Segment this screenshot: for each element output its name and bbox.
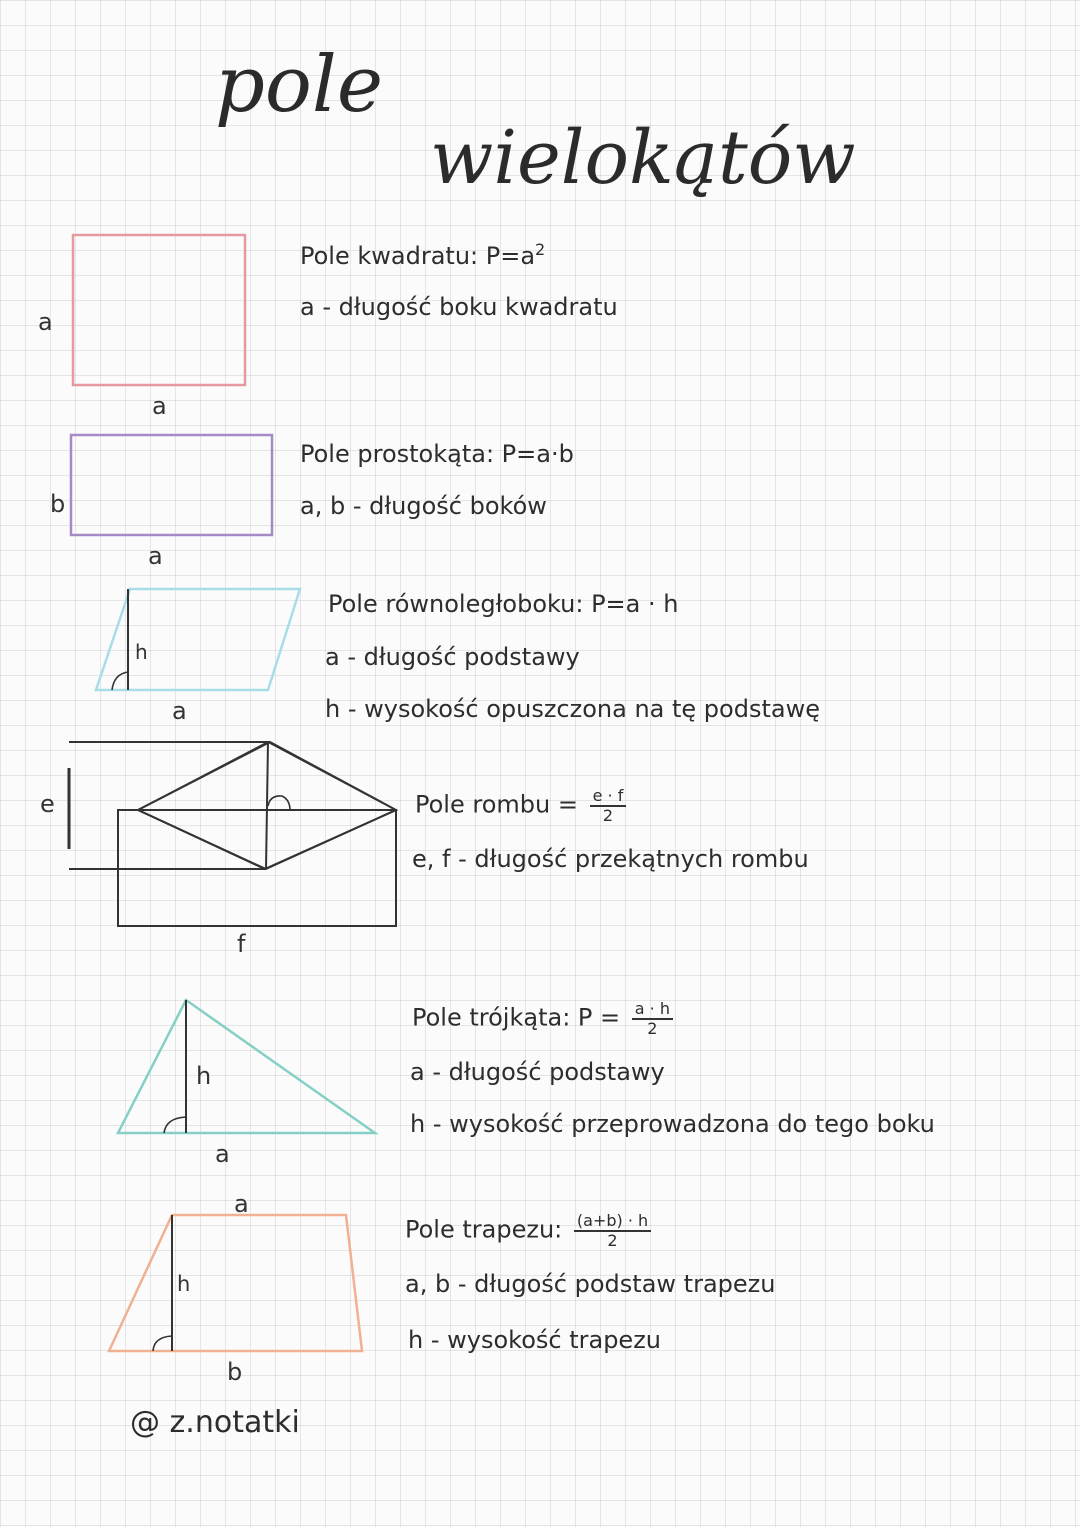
- triangle-label-h: h: [196, 1062, 212, 1090]
- author-signature: @ z.notatki: [130, 1405, 300, 1440]
- rhombus-right-angle: [268, 796, 290, 810]
- rhombus-desc: e, f - długość przekątnych rombu: [412, 845, 809, 873]
- triangle-right-angle: [164, 1117, 186, 1133]
- trapezoid-frac-num: (a+b) · h: [574, 1212, 651, 1232]
- triangle-shape: [118, 1000, 375, 1133]
- parallelogram-label-base: a: [172, 697, 187, 725]
- parallelogram-desc1: a - długość podstawy: [325, 643, 580, 671]
- parallelogram-label-h: h: [135, 640, 148, 664]
- square-formula-exponent: 2: [535, 240, 546, 259]
- trapezoid-label-h: h: [177, 1272, 191, 1296]
- trapezoid-shape: [109, 1215, 362, 1351]
- trapezoid-fraction: [574, 1212, 651, 1249]
- trapezoid-label-top: a: [234, 1190, 249, 1218]
- parallelogram-shape: [96, 589, 300, 690]
- rhombus-frac-den: 2: [602, 805, 614, 825]
- triangle-frac-num: a · h: [632, 1000, 673, 1020]
- parallelogram-formula: Pole równoległoboku: P=a · h: [328, 590, 679, 618]
- triangle-formula: [412, 1000, 673, 1037]
- trapezoid-formula: [405, 1212, 651, 1249]
- rectangle-label-left: b: [50, 490, 66, 518]
- triangle-frac-den: 2: [647, 1018, 658, 1038]
- rectangle-label-bottom: a: [148, 542, 163, 570]
- rhombus-frac-num: e · f: [590, 787, 627, 807]
- rhombus-label-f: f: [237, 930, 246, 958]
- rhombus-formula-text: Pole rombu =: [415, 790, 578, 819]
- rectangle-shape: [71, 435, 272, 535]
- rhombus-label-e: e: [40, 790, 55, 818]
- triangle-fraction: [632, 1000, 673, 1037]
- square-desc: a - długość boku kwadratu: [300, 293, 618, 321]
- rhombus-formula: [415, 787, 626, 824]
- trapezoid-desc2: h - wysokość trapezu: [408, 1326, 661, 1354]
- trapezoid-right-angle: [153, 1336, 172, 1351]
- square-formula-text: Pole kwadratu: P=a: [300, 242, 536, 270]
- rectangle-desc: a, b - długość boków: [300, 492, 547, 520]
- trapezoid-label-bottom: b: [227, 1358, 243, 1386]
- square-label-left: a: [38, 308, 53, 336]
- page-title-line1: pole: [215, 40, 383, 130]
- square-shape: [73, 235, 245, 385]
- triangle-formula-text: Pole trójkąta: P =: [412, 1003, 621, 1032]
- triangle-label-base: a: [215, 1140, 230, 1168]
- square-formula: [300, 240, 545, 270]
- trapezoid-formula-text: Pole trapezu:: [405, 1215, 563, 1244]
- trapezoid-frac-den: 2: [607, 1230, 618, 1250]
- triangle-desc1: a - długość podstawy: [410, 1058, 665, 1086]
- parallelogram-desc2: h - wysokość opuszczona na tę podstawę: [325, 695, 820, 723]
- parallelogram-right-angle: [112, 672, 128, 690]
- page-title-line2: wielokątów: [430, 115, 856, 201]
- triangle-desc2: h - wysokość przeprowadzona do tego boku: [410, 1110, 935, 1138]
- rhombus-fraction: [590, 787, 627, 824]
- trapezoid-desc1: a, b - długość podstaw trapezu: [405, 1270, 776, 1298]
- rectangle-formula: Pole prostokąta: P=a·b: [300, 440, 574, 468]
- square-label-bottom: a: [152, 392, 167, 420]
